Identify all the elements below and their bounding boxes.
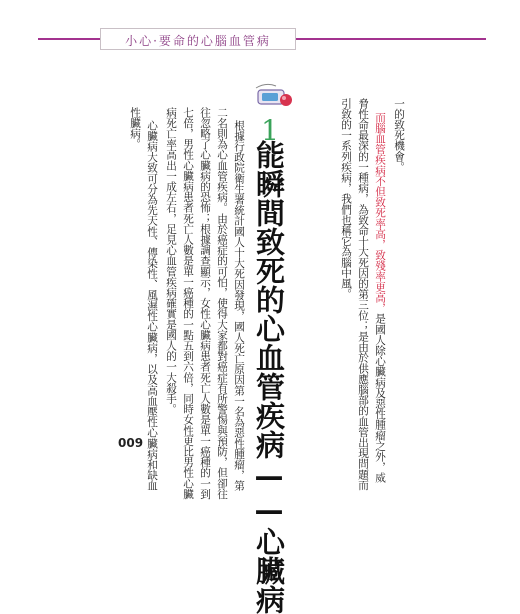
emphasis-text: 而腦血管疾病不但致死率高，致殘率更高， <box>374 112 386 314</box>
header-rule-left <box>38 38 100 40</box>
body-text-column: 性臟病。 <box>129 107 141 150</box>
body-text-span: 是國人除心臟病及惡性腫瘤之外，威 <box>374 313 386 484</box>
body-text-column: 心臟病大致可分為先天性、傳染性、風濕性心臟病，以及高血壓性心臟病和缺血 <box>146 120 158 491</box>
header-title-box <box>100 28 296 50</box>
body-text-column: 引致的一系列疾病，我們也稱它為腦中風。 <box>340 98 352 300</box>
header-rule-right <box>296 38 486 40</box>
body-text-column: 七倍，男性心臟病患者死亡人數是單一癌種的一點五到六倍，同時女性更比男性心臟 <box>182 107 194 500</box>
body-text-column: 病死亡率高出一成左右，足見心血管疾病確實是國人的一大殺手。 <box>165 107 177 415</box>
header-title: 小心·要命的心腦血管病 <box>125 34 271 48</box>
body-text-column <box>373 112 386 483</box>
body-text-column: 往忽略了心臟病的恐怖；根據調查顯示，女性心臟病患者死亡人數是單一癌種的一到 <box>199 107 211 500</box>
page-number: 009 <box>118 436 144 450</box>
body-text-column: 脅性命最深的一種病，為致命十大死因的第三位；是由於供應腦部的血管出現問題而 <box>357 98 369 491</box>
chapter-number: 1 <box>261 114 279 147</box>
chapter-title: 能瞬間致死的心血管疾病——心臟病 <box>252 140 286 614</box>
running-header <box>0 28 520 52</box>
body-text-column: 一的致死機會。 <box>393 98 405 173</box>
body-text-column: 根據行政院衛生署統計國人十大死因發現，國人死亡原因第一名為惡性腫瘤，第 <box>233 120 245 491</box>
body-text-column: 二名則為心血管疾病。由於癌症的可怕，使得大家都對癌症有所警惕與預防，但卻往 <box>216 107 228 500</box>
medicine-illustration <box>252 80 296 112</box>
